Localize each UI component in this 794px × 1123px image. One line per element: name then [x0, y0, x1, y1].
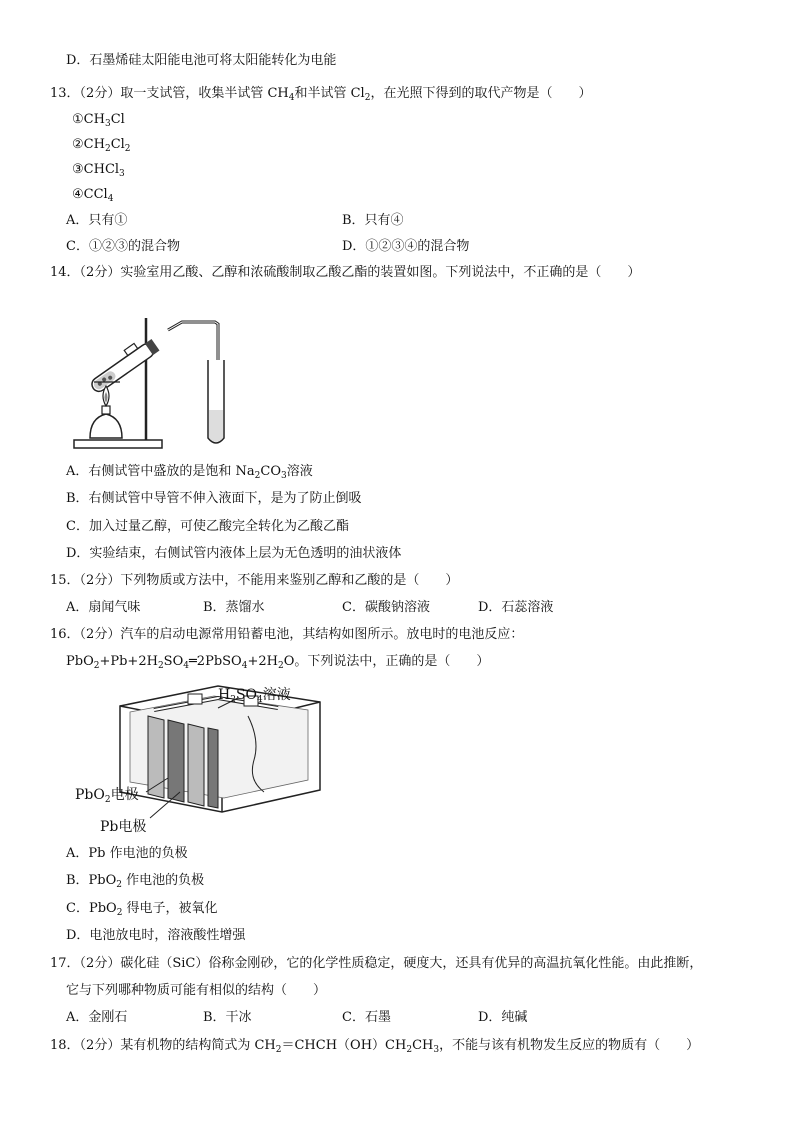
- delivery-tube: [168, 322, 218, 362]
- q12-option-d: D．石墨烯硅太阳能电池可将太阳能转化为电能: [66, 53, 337, 68]
- lead-acid-battery-figure: [68, 680, 358, 840]
- right-tube-liquid: [209, 410, 223, 442]
- q16-stem: 16．（2分）汽车的启动电源常用铅蓄电池，其结构如图所示。放电时的电池反应：: [50, 627, 524, 642]
- electrode-plates: [148, 716, 218, 808]
- q14-stem: 14．（2分）实验室用乙酸、乙醇和浓硫酸制取乙酸乙酯的装置如图。下列说法中，不正确的是（ ）: [50, 265, 641, 280]
- q14-option-d: D．实验结束，右侧试管内液体上层为无色透明的油状液体: [66, 546, 402, 561]
- alcohol-lamp: [90, 414, 122, 438]
- fig-label-pb: Pb电极: [100, 819, 147, 835]
- q17-option-c: C．石墨: [342, 1010, 391, 1025]
- q14-option-a: A．右侧试管中盛放的是饱和 $Na_2CO_3$溶液: [66, 464, 313, 481]
- q13-option-a: A．只有①: [66, 213, 128, 228]
- q16-option-b: B．PbO$_2$ 作电池的负极: [66, 873, 205, 890]
- q16-option-c: C．PbO$_2$ 得电子，被氧化: [66, 901, 218, 918]
- q13-item-4: ④CCl$_4$: [72, 187, 114, 204]
- left-test-tube: [89, 339, 159, 394]
- q13-item-1: $①CH_3Cl$: [72, 112, 125, 129]
- q16-option-a: A．Pb 作电池的负极: [66, 846, 188, 861]
- q16-equation: $PbO_2+Pb+2H_2SO_4═2PbSO_4+2H_2O$。下列说法中，正确的是（ ）: [66, 654, 490, 671]
- q16-option-d: D．电池放电时，溶液酸性增强: [66, 928, 246, 943]
- q17-option-a: A．金刚石: [66, 1010, 128, 1025]
- fig-label-h2so4: $H_2SO_4$溶液: [218, 687, 291, 705]
- q14-option-c: C．加入过量乙醇，可使乙酸完全转化为乙酸乙酯: [66, 519, 349, 534]
- q13-stem: 13．（2分）取一支试管，收集半试管 $CH_4$和半试管 $Cl_2$，在光照下得到的取代产物是（ ）: [50, 86, 592, 103]
- q17-stem-line2: 它与下列哪种物质可能有相似的结构（ ）: [66, 983, 327, 998]
- q15-option-d: D．石蕊溶液: [478, 600, 554, 615]
- q17-option-d: D．纯碱: [478, 1010, 528, 1025]
- q13-item-3: ③CHCl$_3$: [72, 162, 125, 179]
- q17-stem-line1: 17．（2分）碳化硅（SiC）俗称金刚砂，它的化学性质稳定，硬度大，还具有优异的高温抗氧化性能。由此推断，: [50, 956, 703, 971]
- q13-option-d: D．①②③④的混合物: [342, 239, 470, 254]
- q17-option-b: B．干冰: [203, 1010, 252, 1025]
- q13-option-c: C．①②③的混合物: [66, 239, 180, 254]
- q13-option-b: B．只有④: [342, 213, 404, 228]
- stand-base: [74, 440, 162, 448]
- q13-item-2: $②CH_2Cl_2$: [72, 137, 131, 154]
- q15-option-c: C．碳酸钠溶液: [342, 600, 430, 615]
- esterification-apparatus-figure: [70, 290, 250, 460]
- q15-stem: 15．（2分）下列物质或方法中，不能用来鉴别乙醇和乙酸的是（ ）: [50, 573, 459, 588]
- fig-label-pbo2: PbO$_2$电极: [75, 787, 139, 805]
- q15-option-b: B．蒸馏水: [203, 600, 265, 615]
- q14-option-b: B．右侧试管中导管不伸入液面下，是为了防止倒吸: [66, 491, 362, 506]
- q18-stem: 18．（2分）某有机物的结构简式为 $CH_2=CHCH(OH)CH_2CH_3$，不能与该有机物发生反应的物质有（ ）: [50, 1038, 700, 1055]
- q15-option-a: A．扇闻气味: [66, 600, 141, 615]
